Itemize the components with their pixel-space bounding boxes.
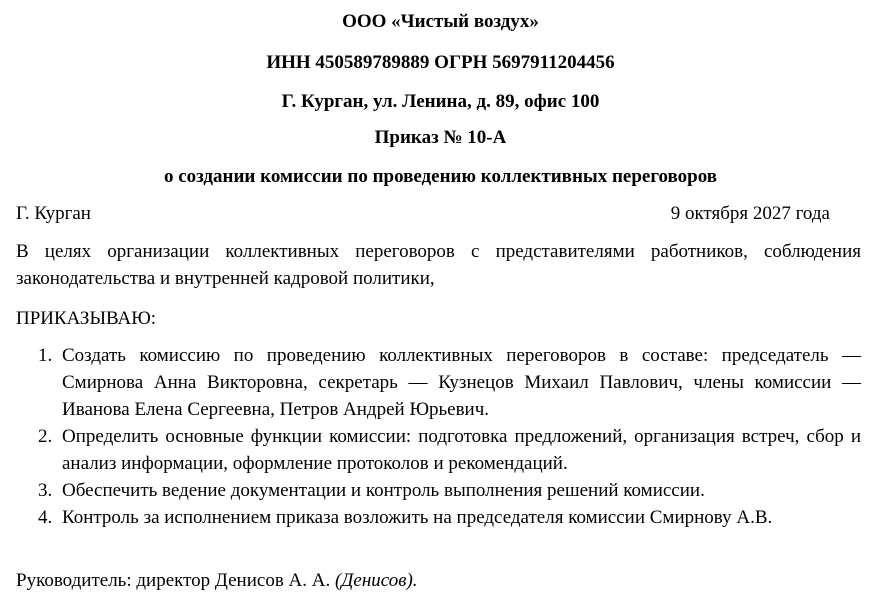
company-name: ООО «Чистый воздух» xyxy=(342,11,539,32)
company-address: Г. Курган, ул. Ленина, д. 89, офис 100 xyxy=(281,91,600,112)
signature-line xyxy=(16,567,418,594)
order-number: Приказ № 10-А xyxy=(374,127,507,148)
item-number: 4. xyxy=(38,507,53,528)
item-text: Контроль за исполнением приказа возложить на председателя комиссии Смирнову А.В. xyxy=(62,507,773,528)
place-date-row xyxy=(16,200,830,227)
order-place: Г. Курган xyxy=(16,203,91,224)
item-text: Создать комиссию по проведению коллективных переговоров в составе: председатель — Смирнова Анна Викторовна, секретарь — Кузнецов Михаил Павлович, члены комиссии — Иванова Елена Сергеевна, Петров Андрей Юрьевич. xyxy=(62,345,861,420)
item-number: 1. xyxy=(38,345,53,366)
list-item xyxy=(38,423,861,477)
item-text: Обеспечить ведение документации и контроль выполнения решений комиссии. xyxy=(62,480,705,501)
intro-paragraph: В целях организации коллективных переговоров с представителями работников, соблюдения законодательства и внутренней кадровой политики, xyxy=(16,241,861,289)
item-text: Определить основные функции комиссии: подготовка предложений, организация встреч, сбор и анализ информации, оформление протоколов и рекомендаций. xyxy=(62,426,861,474)
order-items-list xyxy=(38,342,861,531)
item-number: 3. xyxy=(38,480,53,501)
list-item xyxy=(38,342,861,423)
order-word: ПРИКАЗЫВАЮ: xyxy=(16,308,157,329)
company-ids: ИНН 450589789889 ОГРН 5697911204456 xyxy=(266,52,615,73)
item-number: 2. xyxy=(38,426,53,447)
order-subject: о создании комиссии по проведению коллективных переговоров xyxy=(163,166,718,187)
list-item xyxy=(38,477,861,504)
order-date: 9 октября 2027 года xyxy=(670,203,830,224)
signature-label: Руководитель: директор Денисов А. А. xyxy=(16,570,331,591)
handwritten-signature: (Денисов). xyxy=(334,570,418,591)
list-item xyxy=(38,504,861,531)
